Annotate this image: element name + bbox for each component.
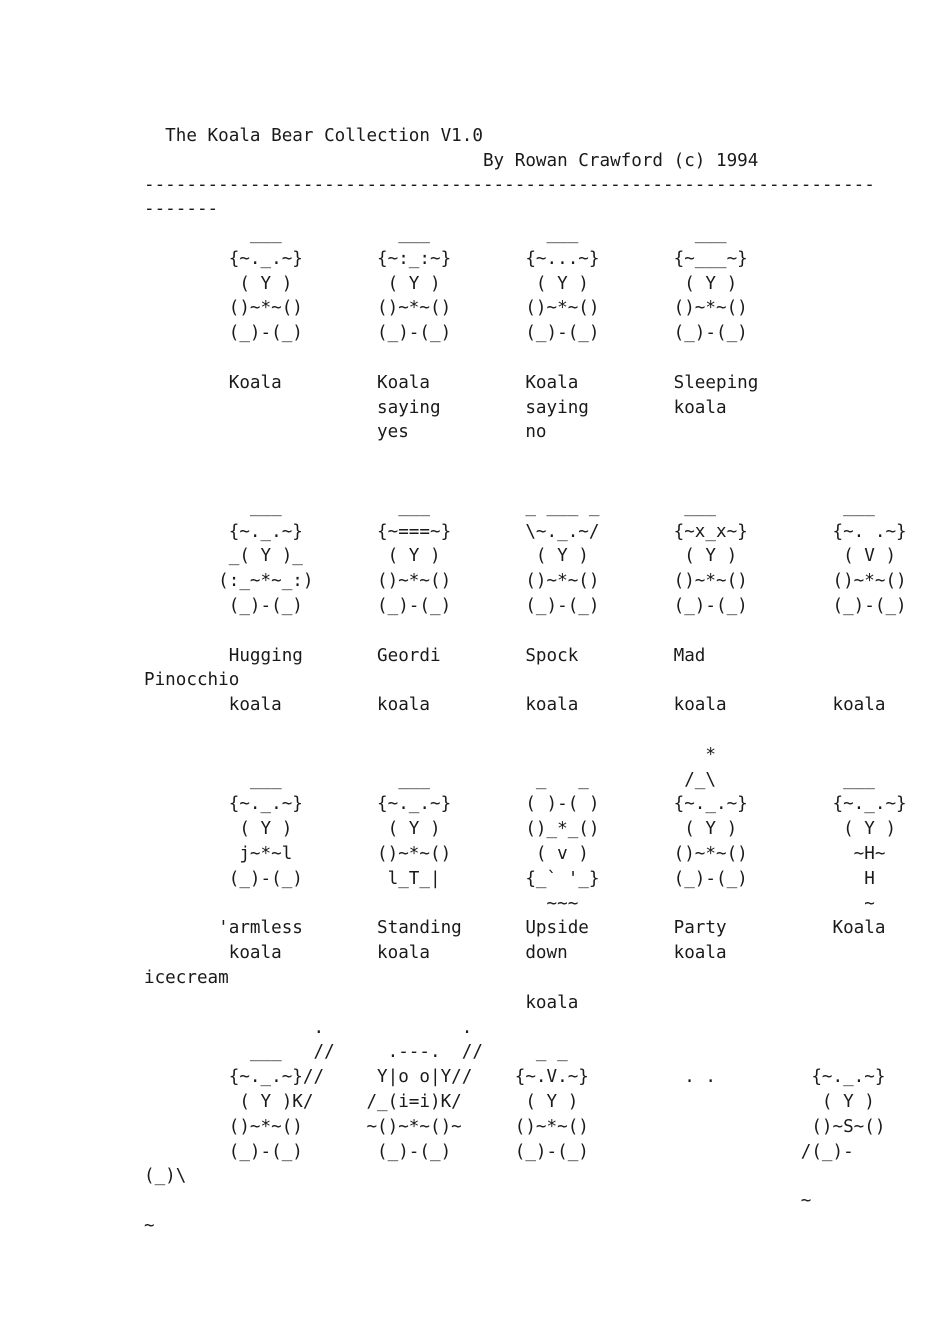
horizontal-rule: --------------------------------------------------------------------- bbox=[144, 175, 875, 195]
ascii-art-line: ( Y )K/ /_(i=i)K/ ( Y ) ( Y ) bbox=[144, 1092, 875, 1112]
ascii-art-line: j~*~l ()~*~() ( v ) ()~*~() ~H~ bbox=[144, 844, 886, 864]
horizontal-rule-continuation: ------- bbox=[144, 199, 219, 219]
ascii-art-line: ___ ___ ___ ___ bbox=[144, 224, 727, 244]
ascii-art-line: ~ bbox=[144, 1191, 812, 1211]
document-title: The Koala Bear Collection V1.0 bbox=[144, 126, 483, 146]
ascii-art-line: ___ ___ _ _ /_\ ___ bbox=[144, 770, 875, 790]
ascii-art-line: (_)\ bbox=[144, 1166, 187, 1186]
ascii-art-line: ___ // .---. // _ _ bbox=[144, 1042, 568, 1062]
document-author: By Rowan Crawford (c) 1994 bbox=[144, 151, 759, 171]
ascii-art-line: Hugging Geordi Spock Mad bbox=[144, 646, 706, 666]
ascii-art-line: {~._.~}// Y|o o|Y// {~.V.~} . . {~._.~} bbox=[144, 1067, 886, 1087]
ascii-art-line: koala koala koala koala koala bbox=[144, 695, 886, 715]
ascii-art-line: _( Y )_ ( Y ) ( Y ) ( Y ) ( V ) bbox=[144, 546, 897, 566]
ascii-art-line: Koala Koala Koala Sleeping bbox=[144, 373, 759, 393]
ascii-art-line: ()~*~() ()~*~() ()~*~() ()~*~() bbox=[144, 298, 748, 318]
ascii-art-line: ()~*~() ~()~*~()~ ()~*~() ()~S~() bbox=[144, 1117, 886, 1137]
ascii-art-line: ~ bbox=[144, 1216, 155, 1236]
ascii-art-line: saying saying koala bbox=[144, 398, 727, 418]
ascii-art-line: {~._.~} {~:_:~} {~...~} {~___~} bbox=[144, 249, 748, 269]
ascii-art-line: (_)-(_) (_)-(_) (_)-(_) (_)-(_) bbox=[144, 323, 748, 343]
ascii-art-line: (:_~*~_:) ()~*~() ()~*~() ()~*~() ()~*~() bbox=[144, 571, 907, 591]
ascii-art-line: Pinocchio bbox=[144, 670, 240, 690]
ascii-art-line: 'armless Standing Upside Party Koala bbox=[144, 918, 886, 938]
ascii-art-line: ( Y ) ( Y ) ( Y ) ( Y ) bbox=[144, 274, 738, 294]
ascii-art-line: {~._.~} {~._.~} ( )-( ) {~._.~} {~._.~} bbox=[144, 794, 907, 814]
ascii-art-line: koala bbox=[144, 993, 579, 1013]
ascii-art-line: * bbox=[144, 745, 716, 765]
ascii-art-line: {~._.~} {~===~} \~._.~/ {~x_x~} {~. .~} bbox=[144, 522, 907, 542]
ascii-art-line: . . bbox=[144, 1018, 473, 1038]
ascii-art-line: (_)-(_) l_T_| {_` '_} (_)-(_) H bbox=[144, 869, 875, 889]
ascii-art-line: icecream bbox=[144, 968, 229, 988]
ascii-art-line: ___ ___ _ ___ _ ___ ___ bbox=[144, 497, 875, 517]
ascii-art-line: (_)-(_) (_)-(_) (_)-(_) (_)-(_) (_)-(_) bbox=[144, 596, 907, 616]
ascii-art-line: ~~~ ~ bbox=[144, 894, 875, 914]
ascii-art-line: yes no bbox=[144, 422, 547, 442]
ascii-art-line: (_)-(_) (_)-(_) (_)-(_) /(_)- bbox=[144, 1142, 854, 1162]
ascii-art-line: ( Y ) ( Y ) ()_*_() ( Y ) ( Y ) bbox=[144, 819, 897, 839]
ascii-art-line: koala koala down koala bbox=[144, 943, 727, 963]
